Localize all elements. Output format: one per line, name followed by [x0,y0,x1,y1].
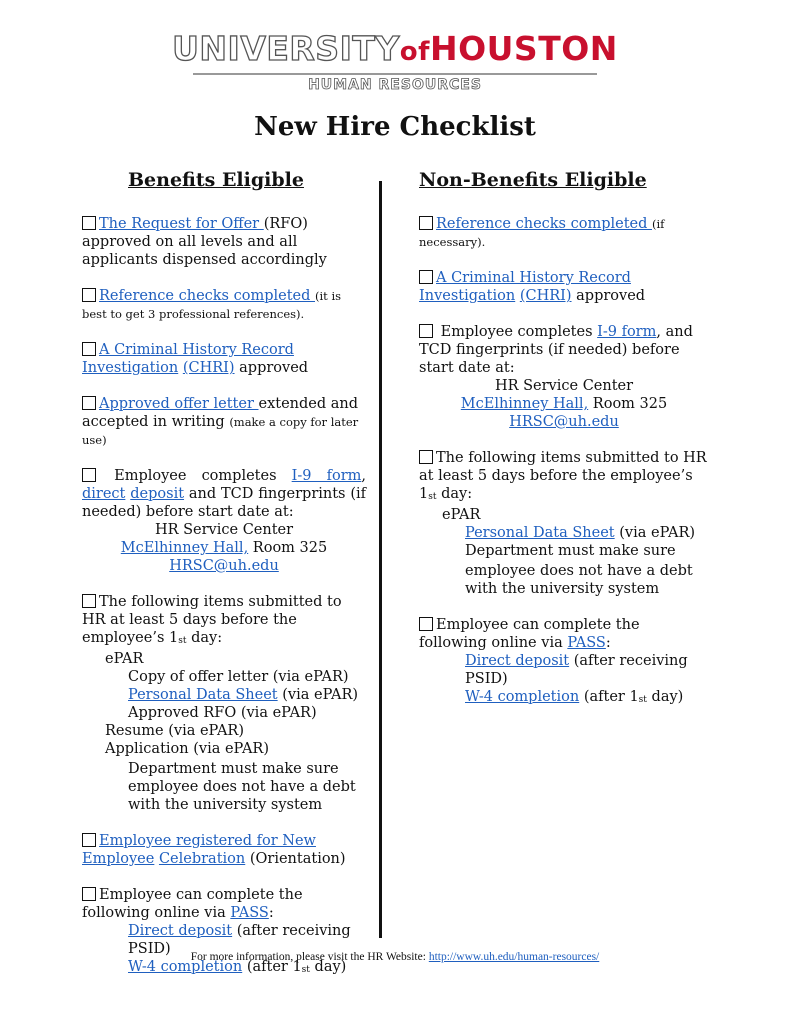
checkbox[interactable] [82,594,96,608]
celebration-link-2[interactable]: Celebration [158,851,246,867]
checklist-item-i9-nb: Employee completes I-9 form, and TCD fingerprints (if needed) before start date at: HR Service Center McElhinney Hall, Room 325 HRSC@uh.edu [419,323,709,431]
checkbox[interactable] [82,288,96,302]
rfo-link[interactable]: The Request for Offer [99,216,264,232]
checkbox[interactable] [419,324,433,338]
benefits-heading: Benefits Eligible [128,169,304,191]
personal-data-sheet-link-nb[interactable]: Personal Data Sheet [465,525,615,541]
logo-subtitle: HUMAN RESOURCES [308,77,482,93]
checkbox[interactable] [82,887,96,901]
i9-form-link[interactable]: I-9 form [291,468,362,484]
reference-checks-link-nb[interactable]: Reference checks completed [436,216,653,232]
page-title: New Hire Checklist [254,112,536,142]
hrsc-email-link[interactable]: HRSC@uh.edu [169,558,279,574]
checkbox[interactable] [82,216,96,230]
checklist-item-celebration: Employee registered for New Employee Celebration (Orientation) [82,833,346,867]
footer: For more information, please visit the HR Website: http://www.uh.edu/human-resources/ [190,951,600,963]
reference-checks-link[interactable]: Reference checks completed [99,288,316,304]
non-benefits-column [419,215,709,727]
benefits-column [82,215,366,997]
chri-link[interactable]: A Criminal History Record Investigation [82,342,294,376]
checklist-item-offer-letter: Approved offer letter extended and accepted in writing (make a copy for later use) [82,396,359,447]
w4-completion-link[interactable]: W-4 completion [128,959,243,975]
checkbox[interactable] [419,617,433,631]
column-divider [379,181,382,938]
uh-hr-logo [0,30,790,93]
direct-deposit-pass-link-nb[interactable]: Direct deposit [465,653,570,669]
checklist-item-pass-nb: Employee can complete the following online via PASS: Direct deposit (after receiving PSID) W-4 completion (after $1_{st}$ day) [419,617,688,705]
logo-university: UNIVERSITY [172,29,400,68]
pass-link[interactable]: PASS [230,905,269,921]
chri-link-abbr-nb[interactable]: (CHRI) [519,288,572,304]
checklist-item-chri-nb: A Criminal History Record Investigation (CHRI) approved [419,270,646,304]
hr-service-center-nb: HR Service Center [494,378,634,394]
hr-service-center: HR Service Center [154,522,294,538]
checkbox[interactable] [419,450,433,464]
checklist-item-submit-items-nb: The following items submitted to HR at least 5 days before the employee’s $1_{st}$ day: ePAR Personal Data Sheet (via ePAR) Department must make sure employee does not have a debt with the university system [419,450,707,597]
checkbox[interactable] [82,396,96,410]
checklist-item-rfo: The Request for Offer (RFO) approved on all levels and all applicants dispensed accordingly [82,216,327,268]
personal-data-sheet-link[interactable]: Personal Data Sheet [128,687,278,703]
checklist-item-submit-items: The following items submitted to HR at least 5 days before the employee’s $1_{st}$ day: ePAR Copy of offer letter (via ePAR) Personal Data Sheet (via ePAR) Approved RFO (via ePAR) Resume (via ePAR) Application (via ePAR) Department must make sure employee does not have a debt with the university system [82,594,359,813]
logo-houston: HOUSTON [429,29,618,68]
pass-link-nb[interactable]: PASS [567,635,606,651]
checkbox[interactable] [82,833,96,847]
offer-letter-link[interactable]: Approved offer letter [99,396,259,412]
i9-form-link-nb[interactable]: I-9 form [597,324,657,340]
direct-deposit-pass-link[interactable]: Direct deposit [128,923,233,939]
logo-of: of [399,37,430,67]
checklist-item-references-nb: Reference checks completed (if necessary). [419,216,665,249]
logo-rule [193,73,597,75]
direct-deposit-link-2[interactable]: deposit [130,486,185,502]
checkbox[interactable] [419,270,433,284]
checkbox[interactable] [419,216,433,230]
celebration-link[interactable]: Employee registered for New Employee [82,833,316,867]
hrsc-email-link-nb[interactable]: HRSC@uh.edu [509,414,619,430]
checklist-item-i9: Employee completes I-9 form, direct deposit and TCD fingerprints (if needed) before start date at: HR Service Center McElhinney Hall, Room 325 HRSC@uh.edu [82,468,366,574]
logo-wordmark [0,30,790,71]
chri-link-abbr[interactable]: (CHRI) [182,360,235,376]
hr-website-link[interactable]: http://www.uh.edu/human-resources/ [428,951,600,963]
checklist-item-references: Reference checks completed (it is best to get 3 professional references). [82,288,342,321]
mcelhinney-hall-link-nb[interactable]: McElhinney Hall, [460,396,589,412]
mcelhinney-hall-link[interactable]: McElhinney Hall, [120,540,249,556]
checkbox[interactable] [82,342,96,356]
direct-deposit-link[interactable]: direct [82,486,126,502]
checklist-item-pass: Employee can complete the following online via PASS: Direct deposit (after receiving PSID) W-4 completion (after $1_{st}$ day) [82,887,351,975]
checklist-item-chri: A Criminal History Record Investigation (CHRI) approved [82,342,309,376]
checkbox[interactable] [82,468,96,482]
non-benefits-heading: Non-Benefits Eligible [419,169,647,191]
chri-link-nb[interactable]: A Criminal History Record Investigation [419,270,631,304]
w4-completion-link-nb[interactable]: W-4 completion [465,689,580,705]
